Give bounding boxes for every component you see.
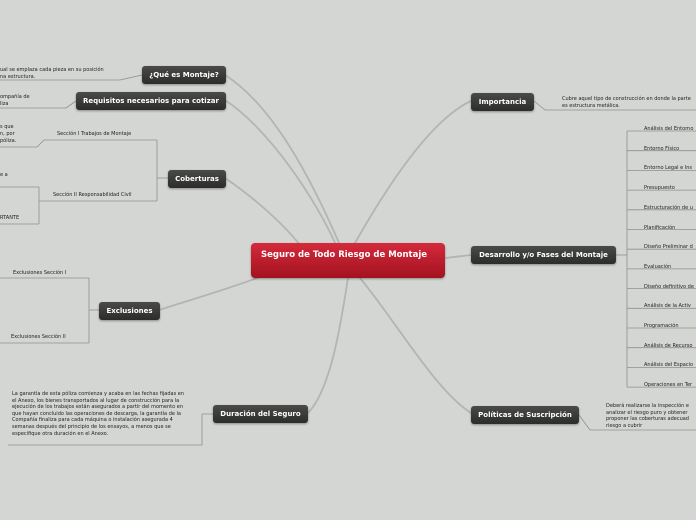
duracion-text: La garantía de esta póliza comienza y acaba en las fechas fijadas en el Anexo, los bienes transportados al lugar de construcción para la ejecución de los trabajos están asegurados a partir del momento en que hayan concluido las operaciones de descarga, la garantía de la Compañía finaliza para cada máquina o instalación asegurada 4 semanas después del principio de los ensayos, a menos que se especifique otra duración en el Anexo. <box>12 391 185 437</box>
topic-que-es-montaje[interactable]: ¿Qué es Montaje? <box>142 66 226 84</box>
topic-desarrollo[interactable]: Desarrollo y/o Fases del Montaje <box>471 246 616 264</box>
fase-item[interactable]: Evaluación <box>644 263 672 270</box>
coberturas-s1-line-3: póliza. <box>0 138 17 144</box>
fase-item[interactable]: Diseño definitivo de <box>644 283 694 290</box>
topic-requisitos[interactable]: Requisitos necesarios para cotizar <box>76 92 226 110</box>
fase-item[interactable]: Programación <box>644 323 679 329</box>
fase-item[interactable]: Diseño Preliminar d <box>644 244 693 251</box>
coberturas-s2-line-1: e a <box>0 172 8 178</box>
connector-importancia <box>355 101 471 243</box>
connector-duracion <box>308 278 348 413</box>
politicas-line-4: riesgo a cubrir <box>606 422 643 429</box>
fase-item[interactable]: Análisis de la Activ <box>644 303 691 310</box>
importancia-line-2: es estructura metálica. <box>562 102 620 109</box>
que-es-line-1: ual se emplaza cada pieza en su posición <box>0 67 104 73</box>
fase-item[interactable]: Entorno Físico <box>644 145 680 152</box>
connector-exclusiones <box>159 277 260 310</box>
line-requisitos <box>0 101 76 108</box>
exclusiones-seccion-2[interactable]: Exclusiones Sección II <box>11 334 66 340</box>
connector-politicas <box>360 278 471 413</box>
politicas-line-1: Deberá realizarse la inspección e <box>606 403 690 409</box>
topic-politicas[interactable]: Políticas de Suscripción <box>471 406 579 424</box>
fase-item[interactable]: Análisis de Recurso <box>644 342 693 349</box>
coberturas-s1-line-2: n, por <box>0 131 15 137</box>
connector-coberturas <box>225 178 300 245</box>
coberturas-s1-line-1: s que <box>0 124 14 130</box>
exclusiones-seccion-1[interactable]: Exclusiones Sección I <box>13 270 67 276</box>
topic-coberturas[interactable]: Coberturas <box>168 170 226 188</box>
coberturas-seccion-2[interactable]: Sección II Responsabilidad Civil <box>53 192 132 198</box>
fase-item[interactable]: Planificación <box>644 224 676 231</box>
line-cob-s1 <box>0 140 157 147</box>
central-title: Seguro de Todo Riesgo de Montaje <box>261 250 428 260</box>
fase-item[interactable]: Entorno Legal e Ins <box>644 165 693 172</box>
central-topic[interactable] <box>251 243 445 278</box>
fase-item[interactable]: Análisis del Espacio <box>644 362 694 369</box>
fase-item[interactable]: Estructuración de u <box>644 204 693 211</box>
politicas-line-3: proponer las coberturas adecuad <box>606 416 689 423</box>
topic-duracion[interactable]: Duración del Seguro <box>213 405 308 423</box>
fase-item[interactable]: Presupuesto <box>644 185 675 192</box>
coberturas-seccion-1[interactable]: Sección I Trabajos de Montaje <box>57 131 132 137</box>
importancia-line-1: Cubre aquel tipo de construcción en donde la parte <box>562 96 691 102</box>
fase-item[interactable]: Operaciones en Ter <box>644 382 693 389</box>
topic-importancia[interactable]: Importancia <box>471 93 534 111</box>
fase-item[interactable]: Análisis del Entorno <box>644 126 694 132</box>
coberturas-s2-line-2: RTANTE <box>0 215 20 221</box>
topic-exclusiones[interactable]: Exclusiones <box>99 302 160 320</box>
connector-desarrollo <box>445 255 471 258</box>
que-es-line-2: na estructura. <box>0 73 36 80</box>
requisitos-line-1: ompañía de <box>0 94 30 100</box>
politicas-line-2: analizar el riesgo puro y obtener <box>606 409 688 416</box>
requisitos-line-2: liza <box>0 100 9 107</box>
